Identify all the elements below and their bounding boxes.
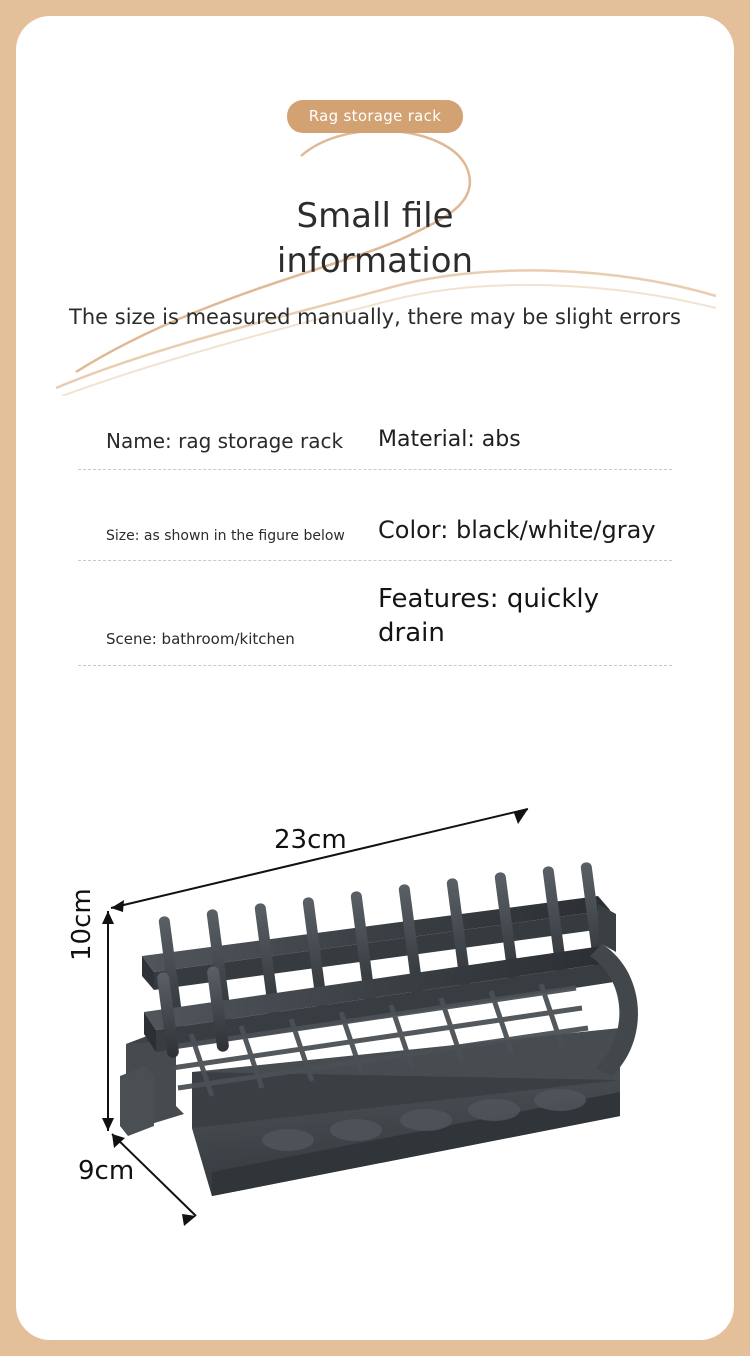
table-row — [78, 401, 672, 470]
badge-container — [16, 100, 734, 133]
spec-name-value: Name: rag storage rack — [106, 429, 344, 453]
dimension-depth-label: 9cm — [78, 1156, 135, 1186]
specification-table — [78, 401, 672, 666]
spec-material-value: Material: abs — [378, 427, 521, 453]
dimension-height-label: 10cm — [67, 888, 97, 961]
table-row — [78, 492, 672, 561]
measurement-note: The size is measured manually, there may be slight errors — [69, 305, 681, 329]
dimension-width-label: 23cm — [274, 825, 347, 855]
spec-features-value: Features: quickly drain — [378, 584, 599, 648]
table-row — [78, 583, 672, 666]
spec-scene-value: Scene: bathroom/kitchen — [106, 629, 295, 648]
page-title-line-1: Small file — [296, 196, 454, 236]
product-info-card — [16, 16, 734, 1340]
spec-color-value: Color: black/white/gray — [378, 515, 656, 544]
page-title-line-2: information — [276, 241, 474, 282]
product-illustration — [16, 776, 734, 1276]
product-diagram — [16, 776, 734, 1276]
product-badge: Rag storage rack — [287, 100, 463, 133]
spec-size-value: Size: as shown in the figure below — [106, 527, 345, 544]
page-title — [16, 194, 734, 284]
